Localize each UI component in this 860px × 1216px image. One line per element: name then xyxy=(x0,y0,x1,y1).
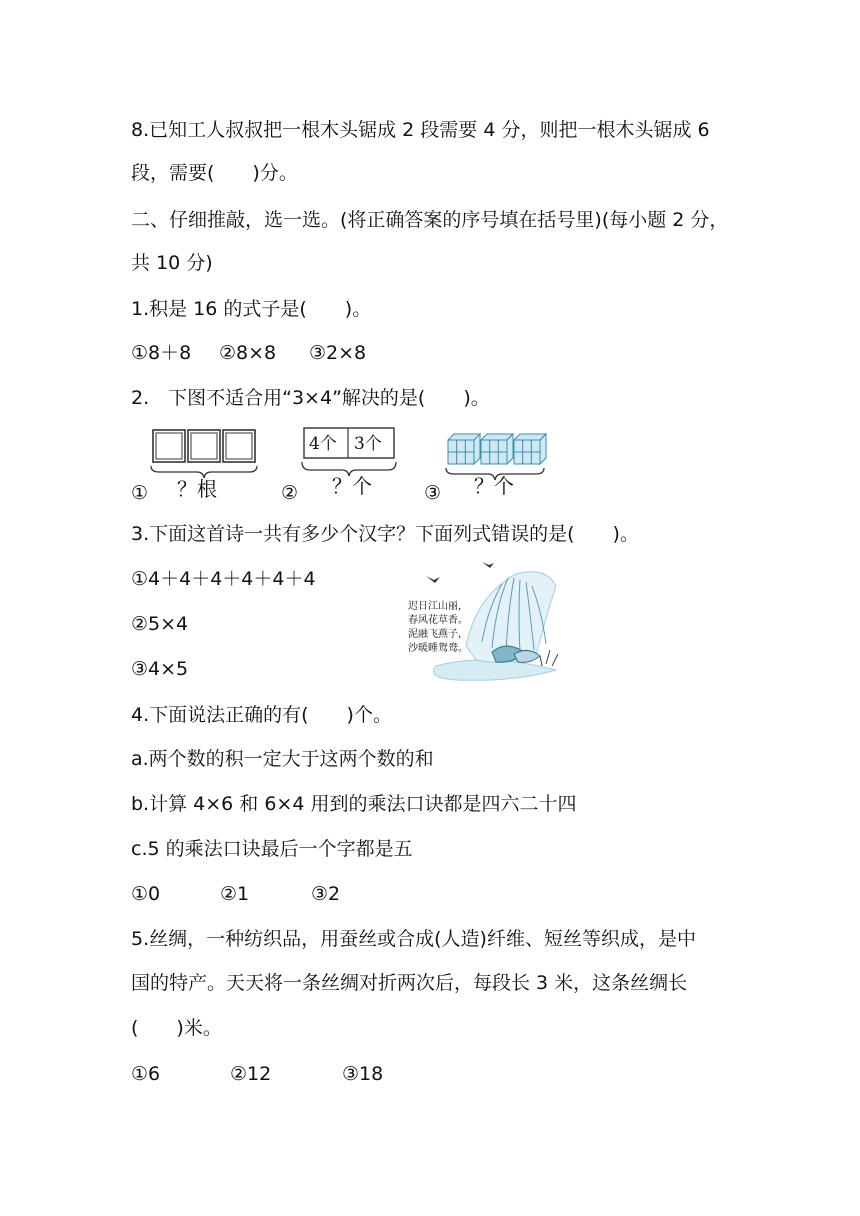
q5-option-2: ②12 xyxy=(230,1063,272,1085)
q1-stem: 1.积是 16 的式子是( )。 xyxy=(131,298,372,320)
q2-figure-3-caption: ？个 xyxy=(474,474,514,498)
q3-option-1: ①4＋4＋4＋4＋4＋4 xyxy=(131,568,316,590)
q4-stem: 4.下面说法正确的有( )个。 xyxy=(131,704,392,726)
q2-figure-2-box-right: 3个 xyxy=(354,434,382,454)
poem-line-2: 春风花草香。 xyxy=(408,615,468,626)
q5-option-3: ③18 xyxy=(342,1063,384,1085)
poem-line-4: 沙暖睡鸳鸯。 xyxy=(408,643,468,654)
q2-figure-2-marker: ② xyxy=(281,482,299,504)
q5-option-1: ①6 xyxy=(131,1063,161,1085)
q2-figure-1-marker: ① xyxy=(131,482,149,504)
q8-line-2: 段，需要( )分。 xyxy=(131,162,298,184)
q1-option-1: ①8＋8 xyxy=(131,342,192,364)
q4-option-3: ③2 xyxy=(311,883,341,905)
q5-options xyxy=(131,1062,383,1086)
q5-line-1: 5.丝绸，一种纺织品，用蚕丝或合成(人造)纤维、短丝等织成，是中 xyxy=(131,928,696,950)
q4-statement-b: b.计算 4×6 和 6×4 用到的乘法口诀都是四六二十四 xyxy=(131,793,577,815)
q4-options xyxy=(131,882,340,906)
q4-option-2: ②1 xyxy=(220,883,250,905)
q2-figure-3-marker: ③ xyxy=(424,482,442,504)
q1-option-3: ③2×8 xyxy=(309,342,367,364)
q1-options xyxy=(131,341,366,365)
section2-heading-line-2: 共 10 分) xyxy=(131,252,213,274)
q3-option-3: ③4×5 xyxy=(131,658,189,680)
poem-line-3: 泥融飞燕子， xyxy=(408,629,468,640)
q2-figure-2-box-left: 4个 xyxy=(309,434,337,454)
q1-option-2: ②8×8 xyxy=(219,342,277,364)
q4-option-1: ①0 xyxy=(131,883,161,905)
section2-heading-line-1: 二、仔细推敲，选一选。(将正确答案的序号填在括号里)(每小题 2 分， xyxy=(131,209,729,231)
q2-stem: 2. 下图不适合用“3×4”解决的是( )。 xyxy=(131,387,490,409)
q8-line-1: 8.已知工人叔叔把一根木头锯成 2 段需要 4 分，则把一根木头锯成 6 xyxy=(131,119,710,141)
poem-line-1: 迟日江山丽， xyxy=(408,601,468,612)
q2-figure-2-caption: ？个 xyxy=(332,474,372,498)
q5-line-2: 国的特产。天天将一条丝绸对折两次后，每段长 3 米，这条丝绸长 xyxy=(131,972,688,994)
q3-option-2: ②5×4 xyxy=(131,613,189,635)
q2-figure-1-caption: ？根 xyxy=(177,477,217,501)
q4-statement-c: c.5 的乘法口诀最后一个字都是五 xyxy=(131,838,413,860)
q3-stem: 3.下面这首诗一共有多少个汉字？下面列式错误的是( )。 xyxy=(131,523,639,545)
q5-line-3: ( )米。 xyxy=(131,1017,222,1039)
q4-statement-a: a.两个数的积一定大于这两个数的和 xyxy=(131,748,434,770)
